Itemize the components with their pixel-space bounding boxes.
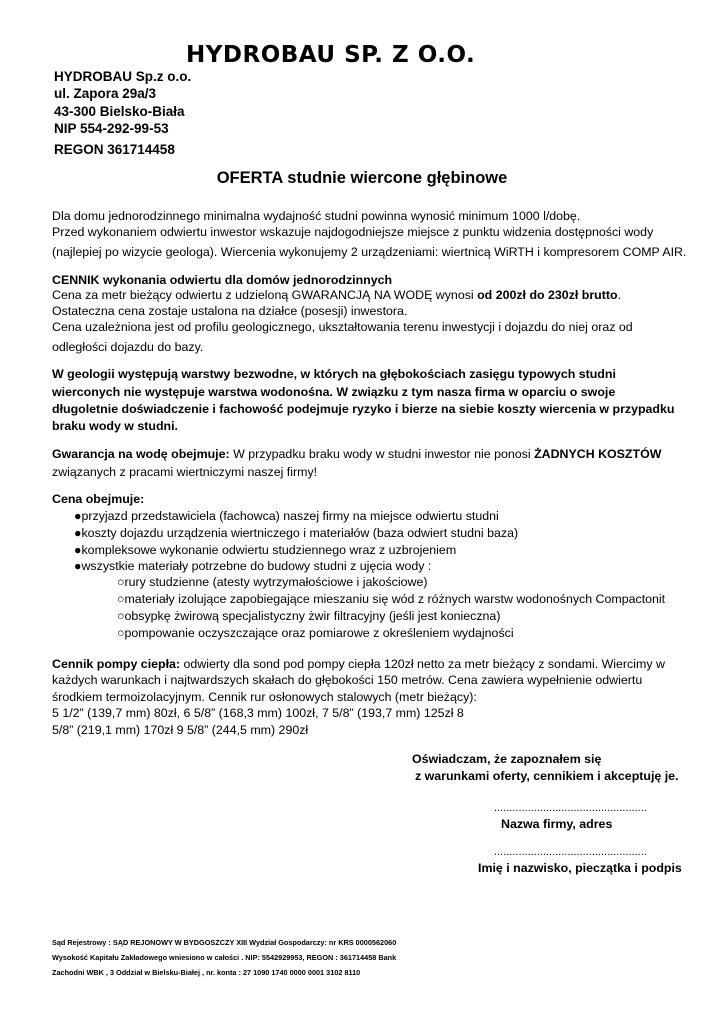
company-title: HYDROBAU SP. Z O.O. bbox=[186, 42, 476, 68]
intro-line: Przed wykonaniem odwiertu inwestor wskazuje najdogodniejsze miejsce z punktu widzenia dostępności wody bbox=[52, 225, 654, 239]
signature-dots: .................................................. bbox=[494, 802, 647, 814]
intro-line: (najlepiej po wizycie geologa). Wiercenia wykonujemy 2 urządzeniami: wiertnicą WiRTH i kompresorem COMP AIR. bbox=[52, 245, 687, 259]
geology-line: W geologii występują warstwy bezwodne, w których na głębokościach zasięgu typowych studni bbox=[52, 367, 616, 381]
cennik-line: odległości dojazdu do bazy. bbox=[52, 340, 204, 354]
signature-label: Imię i nazwisko, pieczątka i podpis bbox=[478, 861, 682, 875]
cennik-price-range: od 200zł do 230zł brutto bbox=[477, 288, 618, 302]
heat-pump-line bbox=[52, 657, 665, 671]
includes-bullet: ●koszty dojazdu urządzenia wiertniczego i materiałów (baza odwiert studni baza) bbox=[74, 526, 519, 540]
includes-bullet: ●przyjazd przedstawiciela (fachowca) naszej firmy na miejsce odwiertu studni bbox=[74, 509, 499, 523]
heat-pump-line: 5 1/2” (139,7 mm) 80zł, 6 5/8” (168,3 mm) 100zł, 7 5/8” (193,7 mm) 125zł 8 bbox=[52, 706, 464, 720]
footer-line: Wysokość Kapitału Zakładowego wniesiono w całości . NIP: 5542929953, REGON : 361714458 Bank bbox=[52, 953, 397, 962]
heat-pump-label: Cennik pompy ciepła: bbox=[52, 657, 181, 671]
company-regon: REGON 361714458 bbox=[54, 142, 175, 157]
company-nip: NIP 554-292-99-53 bbox=[54, 121, 169, 136]
cennik-heading: CENNIK wykonania odwiertu dla domów jednorodzinnych bbox=[52, 273, 393, 287]
heat-pump-line: każdych warunkach i najtwardszych skałach do głębokości 150 metrów. Cena zawiera wypełnienie odwiertu bbox=[52, 673, 643, 687]
includes-heading: Cena obejmuje: bbox=[52, 492, 145, 506]
includes-bullet: ●kompleksowe wykonanie odwiertu studziennego wraz z uzbrojeniem bbox=[74, 543, 457, 557]
includes-sub-bullet: ○obsypkę żwirową specjalistyczny żwir filtracyjny (jeśli jest konieczna) bbox=[117, 609, 501, 623]
includes-sub-bullet: ○materiały izolujące zapobiegające mieszaniu się wód z różnych warstw wodonośnych Compactonit bbox=[117, 592, 666, 606]
guarantee-line bbox=[52, 447, 661, 461]
geology-line: braku wody w studni. bbox=[52, 419, 178, 433]
declaration-line: z warunkami oferty, cennikiem i akceptuję je. bbox=[415, 769, 679, 783]
includes-sub-bullet: ○rury studzienne (atesty wytrzymałościowe i jakościowe) bbox=[117, 575, 428, 589]
cennik-line: Ostateczna cena zostaje ustalona na działce (posesji) inwestora. bbox=[52, 304, 408, 318]
company-street: ul. Zapora 29a/3 bbox=[54, 86, 157, 101]
includes-sub-bullet: ○pompowanie oczyszczające oraz pomiarowe z określeniem wydajności bbox=[117, 626, 514, 640]
offer-title: OFERTA studnie wiercone głębinowe bbox=[216, 169, 508, 187]
guarantee-label: Gwarancja na wodę obejmuje: bbox=[52, 447, 230, 461]
guarantee-text: W przypadku braku wody w studni inwestor nie ponosi bbox=[229, 447, 535, 461]
cennik-price-line bbox=[52, 288, 621, 302]
cennik-line: Cena uzależniona jest od profilu geologicznego, ukształtowania terenu inwestycji i dojazdu do niej oraz od bbox=[52, 320, 633, 334]
heat-pump-text: odwierty dla sond pod pompy ciepła 120zł netto za metr bieżący z sondami. Wiercimy w bbox=[180, 657, 665, 671]
guarantee-line2: związanych z pracami wiertniczymi naszej firmy! bbox=[52, 465, 318, 479]
firm-label: Nazwa firmy, adres bbox=[501, 817, 613, 831]
footer-line: Sąd Rejestrowy : SĄD REJONOWY W BYDGOSZCZY XIII Wydział Gospodarczy: nr KRS 0000562060 bbox=[52, 938, 397, 947]
declaration-line: Oświadczam, że zapoznałem się bbox=[412, 752, 602, 766]
guarantee-bold: ŻADNYCH KOSZTÓW bbox=[534, 447, 662, 461]
includes-bullet: ●wszystkie materiały potrzebne do budowy studni z ujęcia wody : bbox=[74, 559, 432, 573]
geology-line: wierconych nie występuje warstwa wodonośna. W związku z tym nasza firma w oparciu o swoje bbox=[52, 385, 616, 399]
company-name: HYDROBAU Sp.z o.o. bbox=[54, 69, 192, 84]
heat-pump-line: 5/8” (219,1 mm) 170zł 9 5/8” (244,5 mm) 290zł bbox=[52, 723, 309, 737]
geology-line: długoletnie doświadczenie i fachowość podejmuje ryzyko i bierze na siebie koszty wiercenia w przypadku bbox=[52, 402, 675, 416]
cennik-price-suffix: . bbox=[617, 288, 622, 302]
heat-pump-line: środkiem termoizolacyjnym. Cennik rur osłonowych stalowych (metr bieżący): bbox=[52, 690, 477, 704]
company-city: 43-300 Bielsko-Biała bbox=[54, 104, 185, 119]
footer-line: Zachodni WBK , 3 Oddział w Bielsku-Białej , nr. konta : 27 1090 1740 0000 0001 3102 8110 bbox=[52, 968, 361, 977]
signature-dots: .................................................. bbox=[494, 846, 647, 858]
intro-line: Dla domu jednorodzinnego minimalna wydajność studni powinna wynosić minimum 1000 l/dobę. bbox=[52, 209, 581, 223]
cennik-price-prefix: Cena za metr bieżący odwiertu z udzieloną GWARANCJĄ NA WODĘ wynosi bbox=[52, 288, 478, 302]
